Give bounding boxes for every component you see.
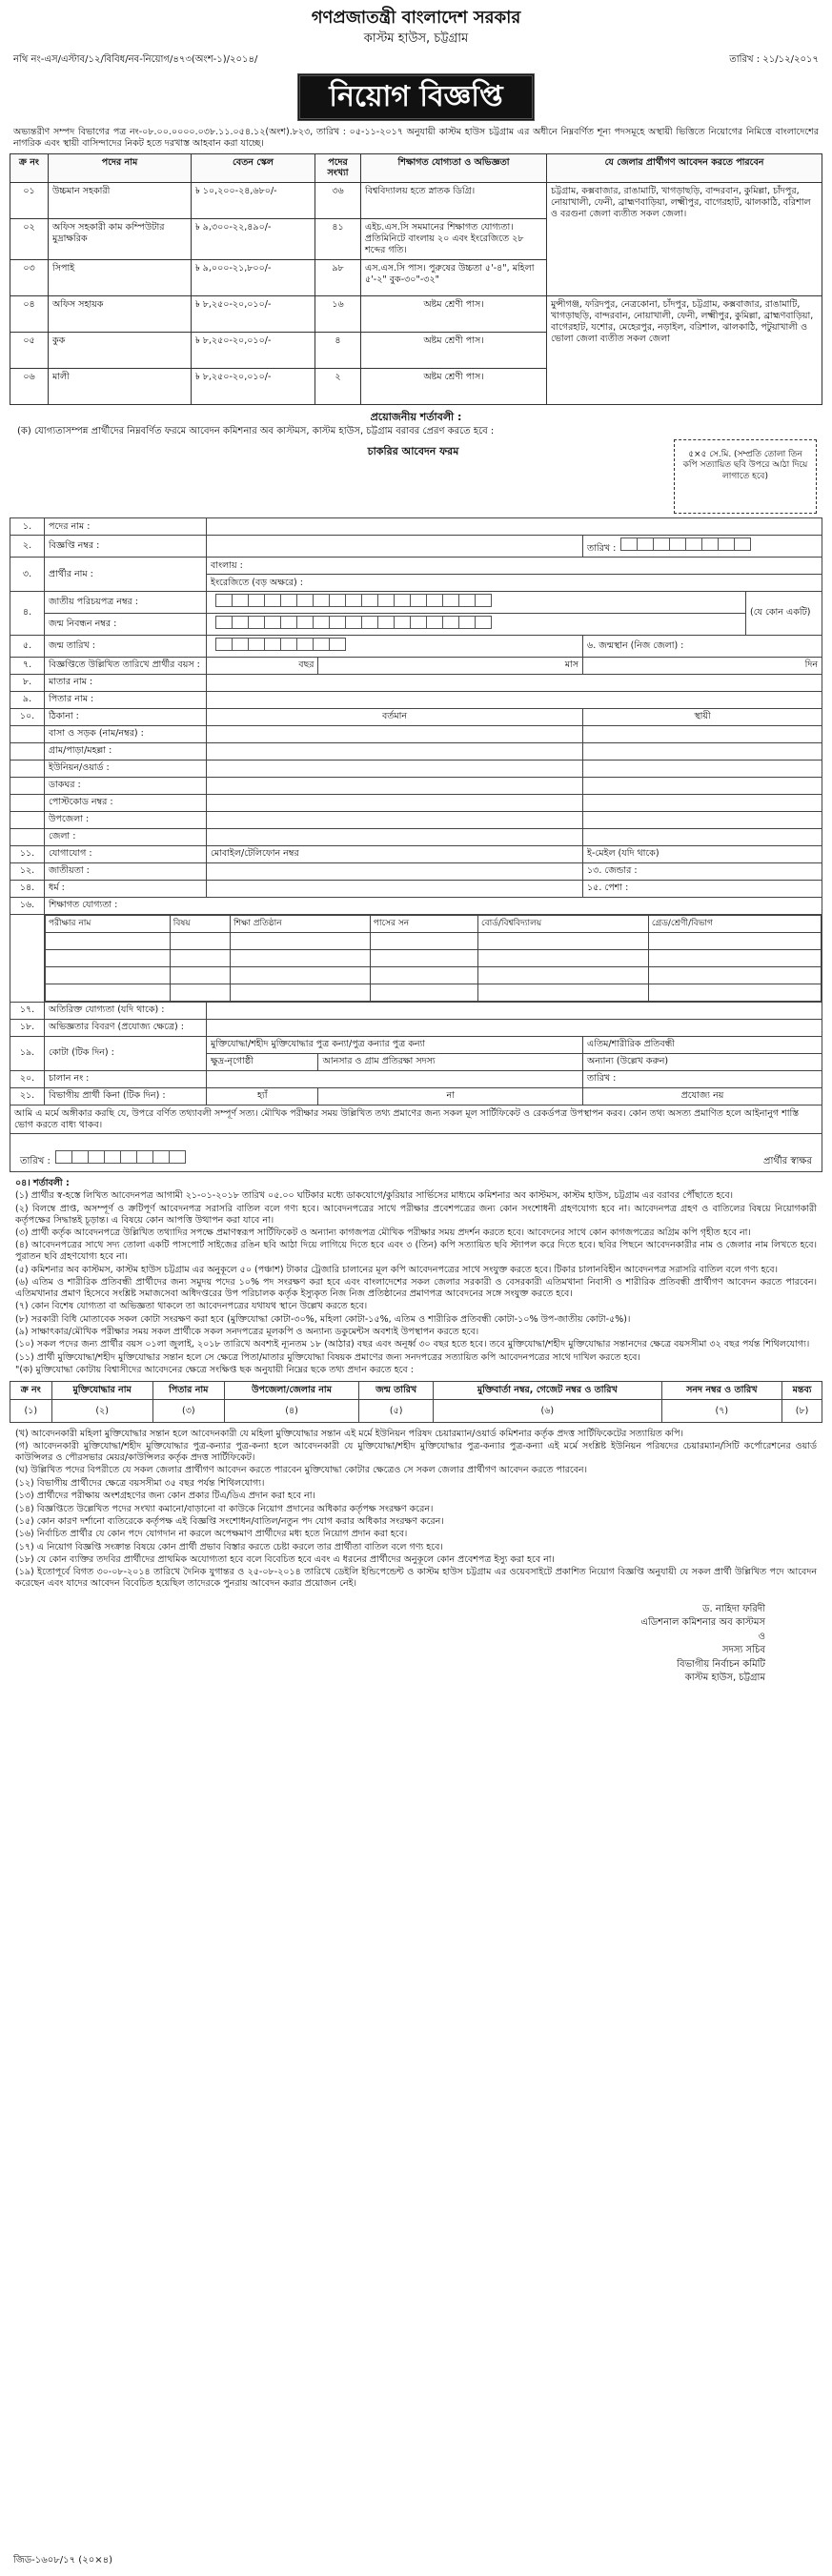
office-name: কাস্টম হাউস, চট্টগ্রাম: [363, 30, 469, 46]
age-months[interactable]: মাস: [318, 657, 583, 674]
photo-box[interactable]: ৫×৫ সে.মি. (সম্প্রতি তোলা তিন কপি সত্যায়িত ছবি উপরে আঠা দিয়ে লাগাতে হবে): [674, 439, 817, 514]
declaration: আমি এ মর্মে অঙ্গীকার করছি যে, উপরে বর্ণিত তথ্যাবলী সম্পূর্ণ সত্য। মৌখিক পরীক্ষার সময় উল্লিখিত তথ্য প্রমাণের জন্য সকল মূল সার্টিফিকেট ও রেকর্ডপত্র উপস্থাপন করব। কোন তথ্য অসত্য প্রমাণিত হলে আইনানুগ শাস্তি ভোগ করতে বাধ্য থাকব।: [10, 1105, 822, 1135]
birth-reg-field[interactable]: [207, 613, 746, 635]
quota-ansar[interactable]: আনসার ও গ্রাম প্রতিরক্ষা সদস্য: [318, 1053, 583, 1070]
name-bangla-field[interactable]: বাংলায় :: [207, 558, 822, 575]
term-item: (৭) কোন বিশেষ যোগ্যতা বা অভিজ্ঞতা থাকলে তা আবেদনপত্রের যথাযথ স্থানে উল্লেখ করতে হবে।: [15, 1301, 368, 1312]
applicant-signature[interactable]: প্রার্থীর স্বাক্ষর: [763, 1155, 812, 1166]
notice-banner: নিয়োগ বিজ্ঞপ্তি: [297, 73, 534, 121]
form-date[interactable]: তারিখ :: [20, 1150, 186, 1168]
district-list-b: মুন্সীগঞ্জ, ফরিদপুর, নেত্রকোনা, চাঁদপুর, চট্টগ্রাম, কক্সবাজার, রাঙামাটি, খাগড়াছড়ি, বান্দরবান, নোয়াখালী, ফেনী, লক্ষ্মীপুর, কুমিল্লা, ব্রাহ্মণবাড়িয়া, বাগেরহাট, যশোর, মেহেরপুর, নড়াইল, বরিশাল, ঝালকাঠি, পটুয়াখালী ও ভোলা জেলা ব্যতীত সকল জেলা: [547, 295, 822, 404]
challan-field[interactable]: [207, 1070, 583, 1087]
term-item: (১০) সকল পদের জন্য প্রার্থীর বয়স ০১লা জুলাই, ২০১৮ তারিখে অবশ্যই ন্যূনতম ১৮ (আঠার) বছর এবং অনূর্ধ্ব ৩০ বছর হতে হবে। তবে মুক্তিযোদ্ধা/শহীদ মুক্তিযোদ্ধার সন্তানদের ক্ষেত্রে বয়সসীমা ৩২ বছর পর্যন্ত শিথিলযোগ্য।: [15, 1339, 810, 1350]
challan-date-field[interactable]: তারিখ :: [583, 1070, 822, 1087]
signature-row: [10, 1134, 822, 1172]
term-item: (১) প্রার্থীর স্ব-হস্তে লিখিত আবেদনপত্র আগামী ২১-০১-২০১৮ তারিখ ০৫.০০ ঘটিকার মধ্যে ডাকযোগে/কুরিয়ার সার্ভিসের মাধ্যমে কমিশনার অব কাস্টমস, কাস্টম হাউস, চট্টগ্রাম এর বরাবর পৌঁছাতে হবে।: [15, 1190, 734, 1202]
government-title: গণপ্রজাতন্ত্রী বাংলাদেশ সরকার: [311, 8, 521, 28]
term-item: (১৮) যে কোন ব্যক্তির তদবির প্রার্থীদের প্রাথমিক অযোগ্যতা হবে বলে বিবেচিত হবে এবং এ ধরনের প্রার্থীদের অনুকূলে কোন প্রবেশপত্র ইস্যু করা হবে না।: [15, 1554, 555, 1565]
intro-paragraph: অভ্যন্তরীণ সম্পদ বিভাগের পত্র নং-০৮.০০.০০০০.০৩৮.১১.০৫৪.১২(অংশ).৮২৩, তারিখ : ০৫-১১-২০১৭ অনুযায়ী কাস্টম হাউস চট্টগ্রাম এর অধীনে নিম্নবর্ণিত শূন্য পদসমূহে অস্থায়ী ভিত্তিতে নিয়োগের নিমিত্তে বাংলাদেশের নাগরিক এবং স্থায়ী বাসিন্দাদের নিকট হতে দরখাস্ত আহবান করা যাচ্ছে।: [13, 126, 820, 149]
application-form: ১. পদের নাম : ২. বিজ্ঞপ্তি নম্বর : তারিখ : ৩. প্রার্থীর নাম : বাংলায় : ইংরেজিতে (বড় অক্ষরে) : ৪. জাতীয় পরিচয়পত্র নম্বর : (যে কোন একটি) জন্ম নিবন্ধন নম্বর : ৫. জন্ম তারিখ : ৬. জন্মস্থান (নিজ জেলা) : ৭. বিজ্ঞপ্তিতে উল্লিখিত তারিখে প্রার্থীর বয়স : বছর মাস দিন ৮. মাতার নাম : ৯. পিতার নাম : ১০. ঠিকানা : বর্তমান স্থায়ী বাসা ও সড়ক (নাম/নম্বর) : গ্রাম/পাড়া/মহল্লা : ইউনিয়ন/ওয়ার্ড : ডাকঘর : পোস্টকোড নম্বর : উপজেলা : জেলা : ১১. যোগাযোগ : মোবাইল/টেলিফোন নম্বর ই-মেইল (যদি থাকে) ১২. জাতীয়তা : ১৩. জেন্ডার : ১৪. ধর্ম : ১৫. পেশা : ১৬. শিক্ষাগত যোগ্যতা : পরীক্ষার নাম বিষয় শিক্ষা প্রতিষ্ঠান পাসের সন বোর্ড/বিশ্ববিদ্যালয় গ্রেড/শ্রেণী/বিভাগ ১৭. অতিরিক্ত যোগ্যতা (যদি থাকে) : ১৮. অভিজ্ঞতার বিবরণ (প্রযোজ্য ক্ষেত্রে) : ১৯. কোটা (টিক দিন) : মুক্তিযোদ্ধা/শহীদ মুক্তিযোদ্ধার পুত্র কন্যা/পুত্র কন্যার পুত্র কন্যা এতিম/শারীরিক প্রতিবন্ধী ক্ষুদ্র-নৃগোষ্ঠী আনসার ও গ্রাম প্রতিরক্ষা সদস্য অন্যান্য (উল্লেখ করুন) ২০. চালান নং : তারিখ : ২১. বিভাগীয় প্রার্থী কিনা (টিক দিন) : হ্যাঁ না প্রযোজ্য নয়: [10, 517, 822, 1105]
post-name-field[interactable]: [207, 518, 822, 536]
quota-orphan[interactable]: এতিম/শারীরিক প্রতিবন্ধী: [583, 1036, 822, 1053]
table-row: ০৩ সিপাই ৳ ৯,০০০-২১,৮০০/- ৯৮ এস.এস.সি পাস। পুরুষের উচ্চতা ৫'-৪", মহিলা ৫'-২" বুক-৩০"-৩২": [10, 259, 822, 295]
table-row: (১) (২) (৩) (৪) (৫) (৬) (৭) (৮): [10, 1400, 822, 1423]
term-item: (৪) আবেদনপত্রের সাথে সদ্য তোলা একটি পাসপোর্ট সাইজের রঙিন ছবি আঠা দিয়ে লাগিয়ে দিতে হবে এবং ৩ (তিন) কপি সত্যায়িত ছবি স্ট্যাপল করে দিতে হবে। ছবির পিছনে আবেদনকারীর নাম ও জেলার নাম লিখতে হবে। পুরাতন ছবি গ্রহণযোগ্য হবে না।: [15, 1240, 817, 1263]
memo-date: তারিখ : ২১/১২/২০১৭: [729, 53, 819, 65]
quota-freedom-fighter[interactable]: মুক্তিযোদ্ধা/শহীদ মুক্তিযোদ্ধার পুত্র কন্যা/পুত্র কন্যার পুত্র কন্যা: [207, 1036, 583, 1053]
table-row[interactable]: [46, 984, 822, 1001]
term-item: (খ) আবেদনকারী মহিলা মুক্তিযোদ্ধার সন্তান হলে আবেদনকারী যে মহিলা মুক্তিযোদ্ধার সন্তান এই মর্মে ইউনিয়ন পরিষদ চেয়ারম্যান/ওয়ার্ড কমিশনার কর্তৃক প্রদত্ত সার্টিফিকেটের সত্যায়িত কপি।: [15, 1428, 683, 1439]
mother-name-field[interactable]: [207, 674, 822, 691]
term-item: (১৫) কোন কারণ দর্শানো ব্যতিরেকে কর্তৃপক্ষ এই বিজ্ঞপ্তি সংশোধন/বাতিল/নতুন পদ যোগ করার অধিকার সংরক্ষণ করেন।: [15, 1515, 444, 1527]
table-row: ০৫ কুক ৳ ৮,২৫০-২০,০১০/- ৪ অষ্টম শ্রেণী পাস।: [10, 332, 822, 368]
term-item: (১১) প্রার্থী মুক্তিযোদ্ধা/শহীদ মুক্তিযোদ্ধার সন্তান হলে সে ক্ষেত্রে পিতা/মাতার মুক্তিযোদ্ধা বিষয়ক প্রমাণের জন্য সনদপত্রের সত্যায়িত কপি আবেদনপত্রের সাথে দাখিল করতে হবে।: [15, 1351, 640, 1363]
vacancy-table: [10, 153, 822, 405]
table-row: ০২ অফিস সহকারী কাম কম্পিউটার মুদ্রাক্ষরিক ৳ ৯,৩০০-২২,৪৯০/- ৪১ এইচ.এস.সি সমমানের শিক্ষাগত যোগ্যতা। প্রতিমিনিটে বাংলায় ২০ এবং ইংরেজিতে ২৮ শব্দের গতি।: [10, 219, 822, 260]
birth-district-field[interactable]: ৬. জন্মস্থান (নিজ জেলা) :: [583, 635, 822, 657]
quota-other[interactable]: অন্যান্য (উল্লেখ করুন): [583, 1053, 822, 1070]
father-name-field[interactable]: [207, 691, 822, 708]
term-item: (১৩) প্রার্থীদের পরীক্ষায় অংশগ্রহণের জন্য কোন প্রকার টিএ/ডিএ প্রদান করা হবে না।: [15, 1491, 315, 1502]
term-item: (১৬) নির্বাচিত প্রার্থীর যে কোন পদে যোগদান না করলে অপেক্ষমাণ প্রার্থীদের মধ্য হতে নিয়োগ প্রদান করা হবে।: [15, 1529, 408, 1540]
dob-field[interactable]: [207, 635, 583, 657]
term-item: (৫) কমিশনার অব কাস্টমস, কাস্টম হাউস চট্টগ্রাম এর অনুকূলে ৫০ (পঞ্চাশ) টাকার ট্রেজারি চালানের মূল কপি আবেদনপত্রের সাথে সংযুক্ত করতে হবে। টিকার চালানবিহীন আবেদনপত্র সরাসরি বাতিল বলে গণ্য হবে।: [15, 1264, 778, 1275]
term-item: (৬) এতিম ও শারীরিক প্রতিবন্ধী প্রার্থীদের জন্য সমুদয় পদের ১০% পদ সংরক্ষণ করা হবে এবং বাংলাদেশের সকল জেলার সরকারী ও বেসরকারী এতিমখানা নিবাসী ও শারীরিক প্রতিবন্ধী প্রার্থীগণ আবেদন করতে পারবেন। এতিমখানার প্রমাণ হিসেবে সংশ্লিষ্ট সমাজসেবা অধিদপ্তরের উপ পরিচালক কর্তৃক ইস্যুকৃত নিজ নিজ প্রতিষ্ঠানের প্রমাণপত্র আবেদনের সঙ্গে সংযুক্ত করতে হবে।: [15, 1276, 817, 1299]
age-days[interactable]: দিন: [583, 657, 822, 674]
extra-qualification-field[interactable]: [207, 1002, 822, 1019]
col-post: পদের নাম: [49, 153, 192, 183]
term-item: (১৪) বিজ্ঞপ্তিতে উল্লেখিত পদের সংখ্যা কমানো/বাড়ানো বা কাউকে নিয়োগ প্রদানের অধিকার কর্তৃপক্ষ সংরক্ষণ করেন।: [15, 1503, 434, 1514]
district-list-a: চট্টগ্রাম, কক্সবাজার, রাঙামাটি, খাগড়াছড়ি, বান্দরবান, কুমিল্লা, চাঁদপুর, নোয়াখালী, ফেনী, ব্রাহ্মণবাড়িয়া, লক্ষ্মীপুর, বাগেরহাট, ঝালকাঠি, বরিশাল ও বরগুনা জেলা ব্যতীত সকল জেলা।: [547, 183, 822, 296]
phone-field[interactable]: মোবাইল/টেলিফোন নম্বর: [207, 845, 583, 862]
name-english-field[interactable]: ইংরেজিতে (বড় অক্ষরে) :: [207, 575, 822, 592]
term-item: (২) বিলম্বে প্রাপ্ত, অসম্পূর্ণ ও ক্রটিপূর্ণ আবেদনপত্র সরাসরি বাতিল বলে গণ্য হবে। আবেদনপত্রের সাথে পরীক্ষার প্রবেশপত্রের জন্য কোন সংশোধনী গ্রহণযোগ্য হবে না। আবেদনপত্র গ্রহণ ও বাতিলের বিষয়ে নিয়োগকারী কর্তৃপক্ষের সিদ্ধান্তই চূড়ান্ত। এ বিষয়ে কোন আপত্তি উত্থাপন করা যাবে না।: [15, 1203, 817, 1226]
term-item: (৯) সাক্ষাৎকার/মৌখিক পরীক্ষার সময় সকল প্রার্থীকে সকল সনদপত্রের মূলকপি ও অন্যান্য ডকুমেন্টস অবশ্যই উপস্থাপন করতে হবে।: [15, 1326, 479, 1337]
conditions-title: প্রয়োজনীয় শর্তাবলী :: [370, 410, 462, 423]
gender-field[interactable]: ১৩. জেন্ডার :: [583, 862, 822, 880]
col-qualification: শিক্ষাগত যোগ্যতা ও অভিজ্ঞতা: [361, 153, 547, 183]
quota-ethnic[interactable]: ক্ষুদ্র-নৃগোষ্ঠী: [207, 1053, 318, 1070]
freedom-fighter-table: ক্র নং মুক্তিযোদ্ধার নাম পিতার নাম উপজেলা/জেলার নাম জন্ম তারিখ মুক্তিবার্তা নম্বর, গেজেট নম্বর ও তারিখ সনদ নম্বর ও তারিখ মন্তব্য (১) (২) (৩) (৪) (৫) (৬) (৭) (৮): [10, 1381, 822, 1423]
col-count: পদের সংখ্যা: [315, 153, 361, 183]
term-item: "(ক) মুক্তিযোদ্ধা কোটায় বিশ্বাসীদের আবেদনের ক্ষেত্রে সংক্ষিপ্ত ছক অনুযায়ী নিম্নের ছকে তথ্য প্রদান করতে হবে :: [15, 1365, 414, 1375]
occupation-field[interactable]: ১৫. পেশা :: [583, 880, 822, 897]
nationality-field[interactable]: [207, 862, 583, 880]
religion-field[interactable]: [207, 880, 583, 897]
reference-row: [10, 54, 822, 67]
col-scale: বেতন স্কেল: [192, 153, 315, 183]
table-row: ০৪ অফিস সহায়ক ৳ ৮,২৫০-২০,০১০/- ১৬ অষ্টম শ্রেণী পাস। মুন্সীগঞ্জ, ফরিদপুর, নেত্রকোনা, চাঁদপুর, চট্টগ্রাম, কক্সবাজার, রাঙামাটি, খাগড়াছড়ি, বান্দরবান, নোয়াখালী, ফেনী, লক্ষ্মীপুর, কুমিল্লা, ব্রাহ্মণবাড়িয়া, বাগেরহাট, যশোর, মেহেরপুর, নড়াইল, বরিশাল, ঝালকাঠি, পটুয়াখালী ও ভোলা জেলা ব্যতীত সকল জেলা: [10, 295, 822, 332]
col-sl: ক্র নং: [10, 153, 49, 183]
form-title: চাকরির আবেদন ফরম: [367, 445, 459, 458]
term-item: (১৭) এ নিয়োগ বিজ্ঞপ্তি সংক্রান্ত বিষয়ে কোন প্রার্থী প্রভাব বিস্তার করতে চেষ্টা করলে তার প্রার্থীতা বাতিল বলে গণ্য হবে।: [15, 1541, 443, 1552]
experience-field[interactable]: [207, 1019, 822, 1036]
table-row[interactable]: [46, 966, 822, 984]
table-row: ০১ উচ্চমান সহকারী ৳ ১০,২০০-২৪,৬৮০/- ৩৬ বিশ্ববিদ্যালয় হতে স্নাতক ডিগ্রি। চট্টগ্রাম, কক্সবাজার, রাঙামাটি, খাগড়াছড়ি, বান্দরবান, কুমিল্লা, চাঁদপুর, নোয়াখালী, ফেনী, ব্রাহ্মণবাড়িয়া, লক্ষ্মীপুর, বাগেরহাট, ঝালকাঠি, বরিশাল ও বরগুনা জেলা ব্যতীত সকল জেলা।: [10, 183, 822, 219]
circular-number-field[interactable]: [207, 536, 583, 558]
term-item: (ঘ) উল্লিখিত পদের বিপরীতে যে সকল জেলার প্রার্থীগণ আবেদন করতে পারবেন মুক্তিযোদ্ধা কোটার ক্ষেত্রেও সে সকল জেলার প্রার্থীগণ আবেদন করতে পারবেন।: [15, 1465, 587, 1476]
footer-code: জিড-১৬০৮/১৭ (২০×৪): [13, 2554, 112, 2566]
term-item: (১২) বিভাগীয় প্রার্থীদের ক্ষেত্রে বয়সসীমা ৩৫ বছর পর্যন্ত শিথিলযোগ্য।: [15, 1477, 265, 1489]
age-years[interactable]: বছর: [207, 657, 318, 674]
departmental-na[interactable]: প্রযোজ্য নয়: [583, 1087, 822, 1105]
table-row[interactable]: [46, 949, 822, 966]
education-table: পরীক্ষার নাম বিষয় শিক্ষা প্রতিষ্ঠান পাসের সন বোর্ড/বিশ্ববিদ্যালয় গ্রেড/শ্রেণী/বিভাগ: [45, 915, 822, 1002]
departmental-no[interactable]: না: [318, 1087, 583, 1105]
table-row: ০৬ মালী ৳ ৮,২৫০-২০,০১০/- ২ অষ্টম শ্রেণী পাস।: [10, 368, 822, 404]
memo-number: নথি নং-এস/এস্টাব/১২/বিবিধ/নব-নিয়োগ/৪৭৩(অংশ-১)/২০১৪/: [13, 53, 258, 65]
term-item: (১৯) ইতোপূর্বে বিগত ৩০-০৮-২০১৪ তারিখে দৈনিক যুগান্তর ও ২৫-০৮-২০১৪ তারিখে ডেইলি ইন্ডিপেন্ডেন্ট ও কাস্টম হাউস চট্টগ্রাম এর ওয়েবসাইটে প্রকাশিত নিয়োগ বিজ্ঞপ্তি অনুযায়ী যে সকল প্রার্থী উল্লিখিত পদে আবেদন করেছেন এবং যাদের আবেদন বিবেচিত হয়েছিল তাদেরকে পুনরায় আবেদন করার প্রয়োজন নেই।: [15, 1567, 817, 1590]
circular-date-field[interactable]: তারিখ :: [583, 536, 822, 558]
term-item: (৮) সরকারী বিধি মোতাবেক সকল কোটা সংরক্ষণ করা হবে (মুক্তিযোদ্ধা কোটা-৩০%, মহিলা কোটা-১৫%, এতিম ও শারীরিক প্রতিবন্ধী কোটা-১০% উপ-জাতীয় কোটা-৫%)।: [15, 1313, 631, 1325]
terms-section-2: [10, 1423, 822, 1594]
term-item: (গ) আবেদনকারী মুক্তিযোদ্ধা/শহীদ মুক্তিযোদ্ধার পুত্র-কন্যার পুত্র-কন্যা হলে আবেদনকারী যে মুক্তিযোদ্ধা/শহীদ মুক্তিযোদ্ধার পুত্র-কন্যার পুত্র-কন্যা এই মর্মে সংশ্লিষ্ট ইউনিয়ন পরিষদের চেয়ারম্যান/সিটি কর্পোরেশনের ওয়ার্ড কাউন্সিলর ও পৌরসভার মেয়র/কাউন্সিলর কর্তৃক প্রদত্ত সার্টিফিকেট।: [15, 1441, 817, 1463]
condition-ka: (ক) যোগ্যতাসম্পন্ন প্রার্থীদের নিম্নবর্ণিত ফরমে আবেদন কমিশনার অব কাস্টমস, কাস্টম হাউস, চট্টগ্রাম বরাবর প্রেরণ করতে হবে :: [17, 425, 495, 436]
terms-section: ০৪। শর্তাবলী : (১) প্রার্থীর স্ব-হস্তে লিখিত আবেদনপত্র আগামী ২১-০১-২০১৮ তারিখ ০৫.০০ ঘটিকার মধ্যে ডাকযোগে/কুরিয়ার সার্ভিসের মাধ্যমে কমিশনার অব কাস্টমস, কাস্টম হাউস, চট্টগ্রাম এর বরাবর পৌঁছাতে হবে। (২) বিলম্বে প্রাপ্ত, অসম্পূর্ণ ও ক্রটিপূর্ণ আবেদনপত্র সরাসরি বাতিল বলে গণ্য হবে। আবেদনপত্রের সাথে পরীক্ষার প্রবেশপত্রের জন্য কোন সংশোধনী গ্রহণযোগ্য হবে না। আবেদনপত্র গ্রহণ ও বাতিলের বিষয়ে নিয়োগকারী কর্তৃপক্ষের সিদ্ধান্তই চূড়ান্ত। এ বিষয়ে কোন আপত্তি উত্থাপন করা যাবে না। (৩) প্রার্থী কর্তৃক আবেদনপত্রে উল্লিখিত তথ্যাদির সপক্ষে প্রমাণস্বরূপ সার্টিফিকেট ও অন্যান্য কাগজপত্র মৌখিক পরীক্ষার সময় প্রদর্শন করতে হবে। আবেদনের সাথে কোন কাগজপত্রের অগ্রিম কপি গৃহীত হবে না। (৪) আবেদনপত্রের সাথে সদ্য তোলা একটি পাসপোর্ট সাইজের রঙিন ছবি আঠা দিয়ে লাগিয়ে দিতে হবে এবং ৩ (তিন) কপি সত্যায়িত ছবি স্ট্যাপল করে দিতে হবে। ছবির পিছনে আবেদনকারীর নাম ও জেলার নাম লিখতে হবে। পুরাতন ছবি গ্রহণযোগ্য হবে না। (৫) কমিশনার অব কাস্টমস, কাস্টম হাউস চট্টগ্রাম এর অনুকূলে ৫০ (পঞ্চাশ) টাকার ট্রেজারি চালানের মূল কপি আবেদনপত্রের সাথে সংযুক্ত করতে হবে। টিকার চালানবিহীন আবেদনপত্র সরাসরি বাতিল বলে গণ্য হবে। (৬) এতিম ও শারীরিক প্রতিবন্ধী প্রার্থীদের জন্য সমুদয় পদের ১০% পদ সংরক্ষণ করা হবে এবং বাংলাদেশের সকল জেলার সরকারী ও বেসরকারী এতিমখানা নিবাসী ও শারীরিক প্রতিবন্ধী প্রার্থীগণ আবেদন করতে পারবেন। এতিমখানার প্রমাণ হিসেবে সংশ্লিষ্ট সমাজসেবা অধিদপ্তরের উপ পরিচালক কর্তৃক ইস্যুকৃত নিজ নিজ প্রতিষ্ঠানের প্রমাণপত্র আবেদনের সঙ্গে সংযুক্ত করতে হবে। (৭) কোন বিশেষ যোগ্যতা বা অভিজ্ঞতা থাকলে তা আবেদনপত্রের যথাযথ স্থানে উল্লেখ করতে হবে। (৮) সরকারী বিধি মোতাবেক সকল কোটা সংরক্ষণ করা হবে (মুক্তিযোদ্ধা কোটা-৩০%, মহিলা কোটা-১৫%, এতিম ও শারীরিক প্রতিবন্ধী কোটা-১০% উপ-জাতীয় কোটা-৫%)। (৯) সাক্ষাৎকার/মৌখিক পরীক্ষার সময় সকল প্রার্থীকে সকল সনদপত্রের মূলকপি ও অন্যান্য ডকুমেন্টস অবশ্যই উপস্থাপন করতে হবে। (১০) সকল পদের জন্য প্রার্থীর বয়স ০১লা জুলাই, ২০১৮ তারিখে অবশ্যই ন্যূনতম ১৮ (আঠার) বছর এবং অনূর্ধ্ব ৩০ বছর হতে হবে। তবে মুক্তিযোদ্ধা/শহীদ মুক্তিযোদ্ধার সন্তানদের ক্ষেত্রে বয়সসীমা ৩২ বছর পর্যন্ত শিথিলযোগ্য। (১১) প্রার্থী মুক্তিযোদ্ধা/শহীদ মুক্তিযোদ্ধার সন্তান হলে সে ক্ষেত্রে পিতা/মাতার মুক্তিযোদ্ধা বিষয়ক প্রমাণের জন্য সনদপত্রের সত্যায়িত কপি আবেদনপত্রের সাথে দাখিল করতে হবে। "(ক) মুক্তিযোদ্ধা কোটায় বিশ্বাসীদের আবেদনের ক্ষেত্রে সংক্ষিপ্ত ছক অনুযায়ী নিম্নের ছকে তথ্য প্রদান করতে হবে :: [15, 1177, 817, 1375]
email-field[interactable]: ই-মেইল (যদি থাকে): [583, 845, 822, 862]
departmental-yes[interactable]: হ্যাঁ: [207, 1087, 318, 1105]
table-row[interactable]: [46, 932, 822, 949]
col-district: যে জেলার প্রার্থীগণ আবেদন করতে পারবেন: [547, 153, 822, 183]
term-item: (৩) প্রার্থী কর্তৃক আবেদনপত্রে উল্লিখিত তথ্যাদির সপক্ষে প্রমাণস্বরূপ সার্টিফিকেট ও অন্যান্য কাগজপত্র মৌখিক পরীক্ষার সময় প্রদর্শন করতে হবে। আবেদনের সাথে কোন কাগজপত্রের অগ্রিম কপি গৃহীত হবে না।: [15, 1227, 751, 1238]
nid-field[interactable]: [207, 592, 746, 614]
officer-signature: ড. নাহিদা ফরিদী এডিশনাল কমিশনার অব কাস্টমস ও সদস্য সচিব বিভাগীয় নির্বাচন কমিটি কাস্টম হাউস, চট্টগ্রাম: [640, 1603, 765, 1684]
